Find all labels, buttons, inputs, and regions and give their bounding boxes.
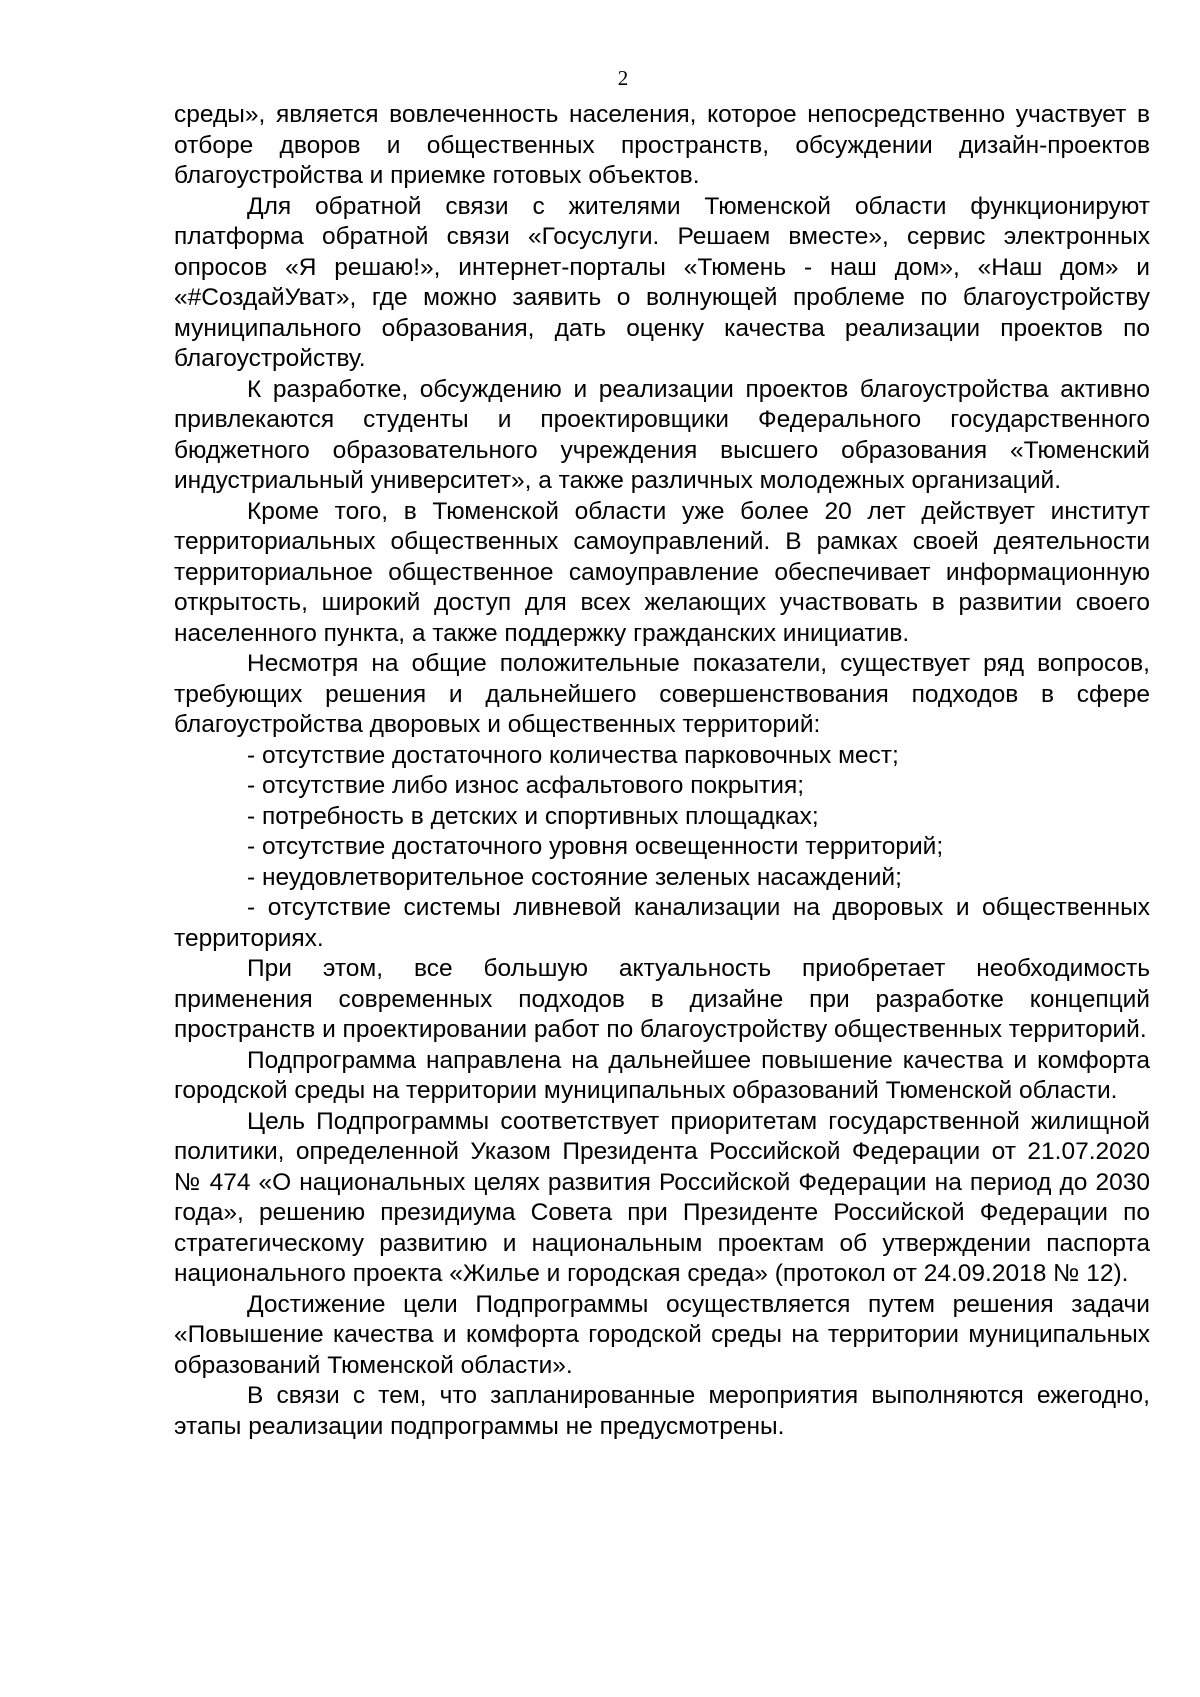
list-item: - неудовлетворительное состояние зеленых насаждений; bbox=[247, 863, 902, 891]
list-item: - потребность в детских и спортивных площадках; bbox=[247, 802, 819, 830]
page-number: 2 bbox=[617, 66, 629, 90]
paragraph: Достижение цели Подпрограммы осуществляется путем решения задачи «Повышение качества и комфорта городской среды на территории муниципальных образований Тюменской области». bbox=[174, 1290, 1150, 1379]
list-item: - отсутствие либо износ асфальтового покрытия; bbox=[247, 772, 805, 799]
paragraph: При этом, все большую актуальность приобретает необходимость применения современных подходов в дизайне при разработке концепций пространств и проектировании работ по благоустройству общественных территорий. bbox=[174, 955, 1150, 1043]
paragraph: Для обратной связи с жителями Тюменской области функционируют платформа обратной связи «Госуслуги. Решаем вместе», сервис электронных опросов «Я решаю!», интернет-порталы «Тюмень - наш дом», «Наш дом» и «#СоздайУват», где можно заявить о волнующей проблеме по благоустройству муниципального образования, дать оценку качества реализации проектов по благоустройству. bbox=[174, 192, 1150, 372]
paragraph: среды», является вовлеченность населения, которое непосредственно участвует в отборе дворов и общественных пространств, обсуждении дизайн-проектов благоустройства и приемке готовых объектов. bbox=[174, 101, 1150, 189]
paragraph: К разработке, обсуждению и реализации проектов благоустройства активно привлекаются студенты и проектировщики Федерального государственного бюджетного образовательного учреждения высшего образования «Тюменский индустриальный университет», а также различных молодежных организаций. bbox=[174, 375, 1150, 494]
paragraph: Подпрограмма направлена на дальнейшее повышение качества и комфорта городской среды на территории муниципальных образований Тюменской области. bbox=[174, 1046, 1150, 1104]
paragraph: Цель Подпрограммы соответствует приоритетам государственной жилищной политики, определенной Указом Президента Российской Федерации от 21.07.2020 № 474 «О национальных целях развития Российской Федерации на период до 2030 года», решению президиума Совета при Президенте Российской Федерации по стратегическому развитию и национальным проектам об утверждении паспорта национального проекта «Жилье и городская среда» (протокол от 24.09.2018 № 12). bbox=[174, 1107, 1150, 1287]
document-body bbox=[174, 100, 1150, 1442]
list-item: - отсутствие достаточного уровня освещенности территорий; bbox=[247, 833, 944, 860]
paragraph: В связи с тем, что запланированные мероприятия выполняются ежегодно, этапы реализации подпрограммы не предусмотрены. bbox=[174, 1382, 1150, 1440]
list-item: - отсутствие системы ливневой канализации на дворовых и общественных территориях. bbox=[174, 894, 1150, 952]
paragraph: Несмотря на общие положительные показатели, существует ряд вопросов, требующих решения и дальнейшего совершенствования подходов в сфере благоустройства дворовых и общественных территорий: bbox=[174, 650, 1150, 738]
list-item: - отсутствие достаточного количества парковочных мест; bbox=[247, 741, 899, 769]
paragraph: Кроме того, в Тюменской области уже более 20 лет действует институт территориальных общественных самоуправлений. В рамках своей деятельности территориальное общественное самоуправление обеспечивает информационную открытость, широкий доступ для всех желающих участвовать в развитии своего населенного пункта, а также поддержку гражданских инициатив. bbox=[174, 497, 1150, 647]
